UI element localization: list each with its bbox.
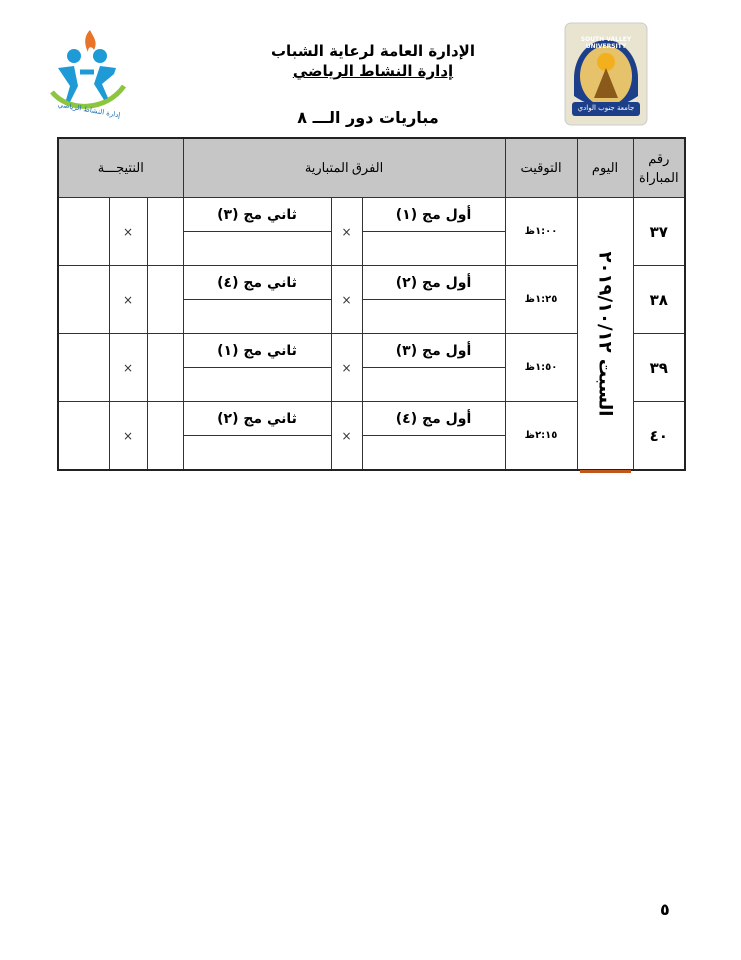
header-teams: الفرق المتبارية xyxy=(183,138,505,198)
match-time: ١:٢٥ظ xyxy=(505,266,577,334)
team2-blank xyxy=(183,368,331,402)
header-match-no: رقم المباراة xyxy=(633,138,685,198)
match-time: ١:٥٠ظ xyxy=(505,334,577,402)
result-separator: × xyxy=(109,334,147,402)
day-cell xyxy=(577,198,633,470)
day-underline xyxy=(580,470,631,473)
result-separator: × xyxy=(109,402,147,470)
match-time: ١:٠٠ظ xyxy=(505,198,577,266)
team2-name: ثاني مج (٤) xyxy=(183,266,331,300)
team1-blank xyxy=(362,232,505,266)
header-result: النتيجـــة xyxy=(58,138,183,198)
team1-blank xyxy=(362,368,505,402)
header-time: التوقيت xyxy=(505,138,577,198)
header-line-2-text: إدارة النشاط الرياضي xyxy=(292,62,454,80)
team1-blank xyxy=(362,300,505,334)
seal-text-bottom: جامعة جنوب الوادي xyxy=(577,104,635,112)
vs-separator: × xyxy=(331,198,362,266)
team2-name: ثاني مج (٢) xyxy=(183,402,331,436)
match-number: ٣٩ xyxy=(633,334,685,402)
match-number: ٣٧ xyxy=(633,198,685,266)
sports-activity-logo xyxy=(44,26,130,122)
header-line-1: الإدارة العامة لرعاية الشباب xyxy=(270,42,475,60)
team2-name: ثاني مج (٣) xyxy=(183,198,331,232)
team2-name: ثاني مج (١) xyxy=(183,334,331,368)
table-row xyxy=(58,198,685,232)
schedule-title: مباريات دور الـــ ٨ xyxy=(297,108,439,127)
seal-text-top: SOUTH VALLEY UNIVERSITY xyxy=(580,36,632,50)
match-day: السبت ٢٠١٩/١٠/١٢ xyxy=(594,251,616,417)
vs-separator: × xyxy=(331,266,362,334)
table-header-row xyxy=(58,138,685,198)
university-seal xyxy=(564,22,648,126)
header-line-2 xyxy=(258,62,488,80)
result-cell xyxy=(58,198,109,266)
left-logo-caption: إدارة النشاط الرياضي xyxy=(57,100,121,120)
result-cell xyxy=(147,266,183,334)
result-cell xyxy=(147,334,183,402)
result-cell xyxy=(147,198,183,266)
result-separator: × xyxy=(109,198,147,266)
result-cell xyxy=(58,402,109,470)
team2-blank xyxy=(183,300,331,334)
team1-name: أول مج (١) xyxy=(362,198,505,232)
team2-blank xyxy=(183,232,331,266)
header-day: اليوم xyxy=(577,138,633,198)
team1-blank xyxy=(362,436,505,470)
matches-table xyxy=(57,137,686,471)
vs-separator: × xyxy=(331,402,362,470)
match-number: ٣٨ xyxy=(633,266,685,334)
page-number: ٥ xyxy=(660,900,670,919)
team1-name: أول مج (٢) xyxy=(362,266,505,300)
result-separator: × xyxy=(109,266,147,334)
vs-separator: × xyxy=(331,334,362,402)
result-cell xyxy=(58,334,109,402)
match-number: ٤٠ xyxy=(633,402,685,470)
team1-name: أول مج (٣) xyxy=(362,334,505,368)
team1-name: أول مج (٤) xyxy=(362,402,505,436)
result-cell xyxy=(58,266,109,334)
team2-blank xyxy=(183,436,331,470)
result-cell xyxy=(147,402,183,470)
match-time: ٢:١٥ظ xyxy=(505,402,577,470)
